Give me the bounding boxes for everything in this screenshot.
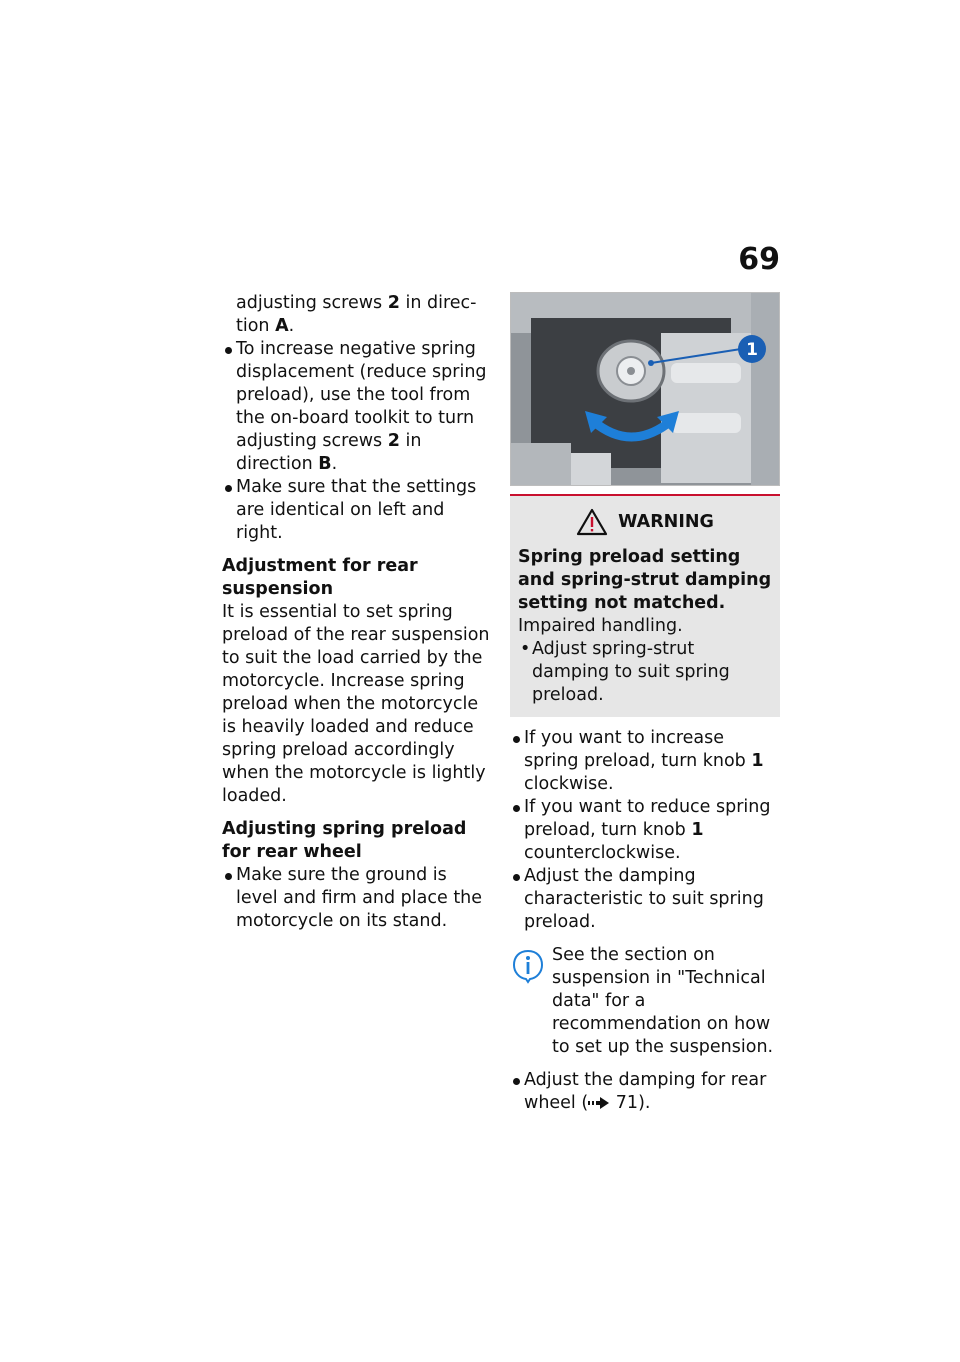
list-item: To increase negative spring displacement (reduce spring preload), use the tool from the on-board toolkit to turn adjusting screws 2 in direction B. [222, 338, 490, 476]
left-column [222, 292, 490, 933]
warning-title: WARNING [618, 511, 714, 532]
continued-text: adjusting screws 2 in direc- tion A. [236, 293, 477, 336]
section-heading: Adjustment for rear suspension [222, 556, 418, 599]
right-column [510, 292, 780, 1115]
page-number: 69 [738, 242, 780, 277]
list-item: Make sure the ground is level and firm and place the motorcycle on its stand. [222, 864, 490, 933]
list-item: If you want to increase spring preload, turn knob 1 clockwise. [510, 727, 780, 796]
list-item: Make sure that the settings are identical on left and right. [222, 476, 490, 545]
warning-text: Impaired handling. [518, 616, 683, 636]
callout-label: 1 [746, 340, 758, 360]
page-reference-arrow-icon [588, 1096, 610, 1110]
warning-headline: Spring preload setting and spring-strut damping setting not matched. [518, 547, 772, 613]
spring-preload-knob-illustration [510, 292, 780, 486]
warning-action: • Adjust spring-strut damping to suit spring preload. [518, 638, 772, 707]
warning-header [518, 508, 772, 536]
warning-triangle-icon [576, 508, 608, 536]
list-item: If you want to reduce spring preload, turn knob 1 counterclockwise. [510, 796, 780, 865]
page-reference[interactable]: 71 [615, 1093, 639, 1113]
info-icon [510, 948, 546, 984]
list-item: Adjust the damping characteristic to suit spring preload. [510, 865, 780, 934]
info-text: See the section on suspension in "Technical data" for a recommendation on how to set up the suspension. [552, 945, 774, 1057]
warning-box [510, 494, 780, 717]
section-heading: Adjusting spring preload for rear wheel [222, 819, 467, 862]
paragraph: It is essential to set spring preload of the rear suspension to suit the load carried by the motorcycle. Increase spring preload when the motorcycle is heavily loaded and reduce spring preload accordingly when the motorcycle is lightly loaded. [222, 602, 490, 806]
list-item: Adjust the damping for rear wheel ( 71). [510, 1069, 780, 1115]
info-note [510, 944, 780, 1059]
